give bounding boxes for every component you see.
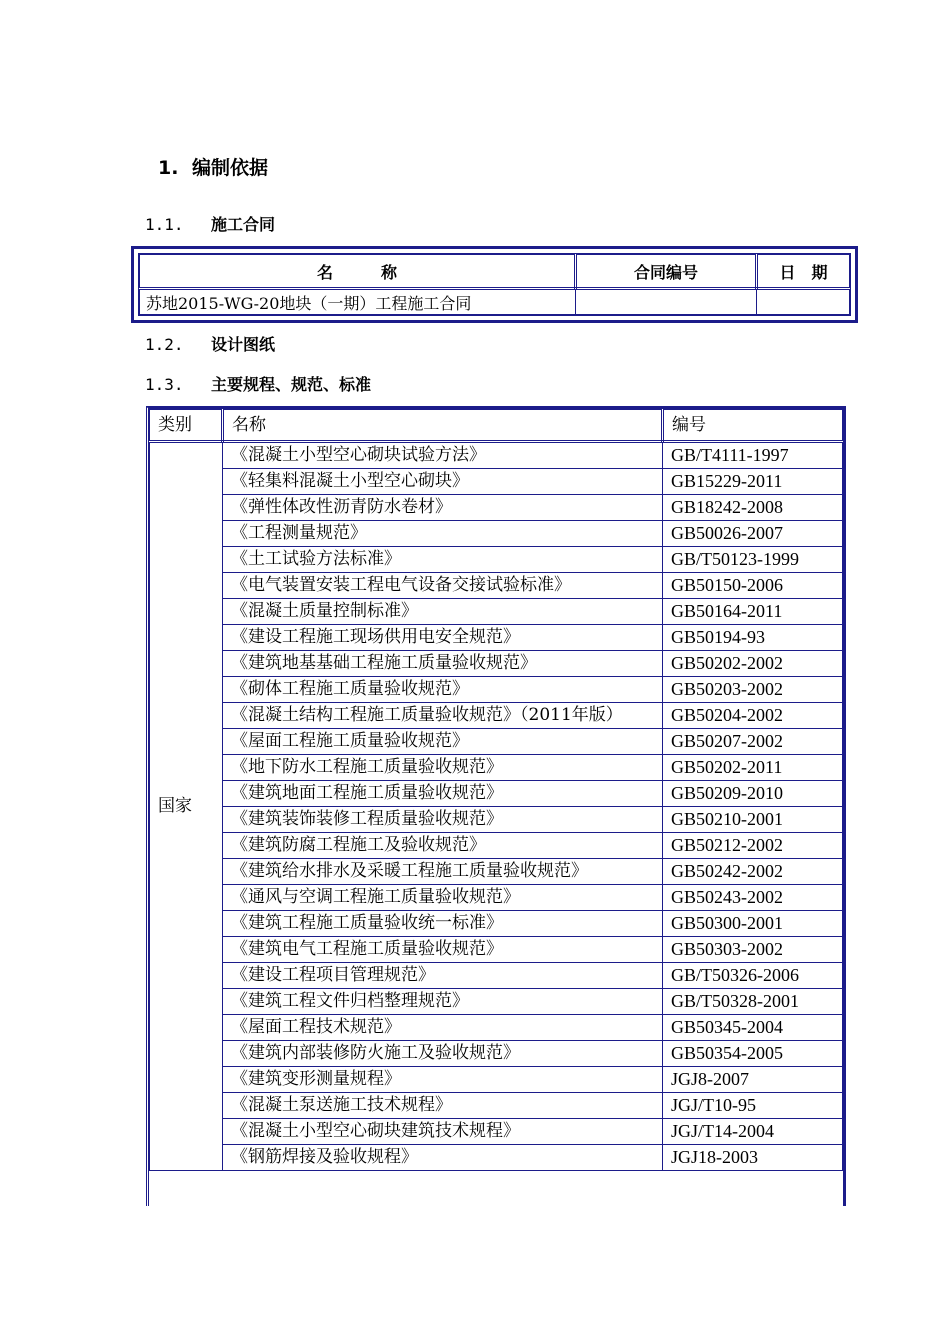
- standard-name-cell: 《工程测量规范》: [223, 521, 663, 547]
- section-number: 1.3.: [145, 375, 184, 394]
- standard-code-cell: GB15229-2011: [663, 469, 843, 495]
- table-row: [150, 703, 843, 729]
- table-row: [150, 442, 843, 469]
- section-title: 设计图纸: [211, 335, 276, 354]
- standard-name-cell: 《混凝土小型空心砌块试验方法》: [223, 442, 663, 469]
- table-row: [150, 547, 843, 573]
- standard-name-cell: 《建筑工程施工质量验收统一标准》: [223, 911, 663, 937]
- header-date: 日 期: [757, 255, 850, 289]
- table-header-row: [140, 255, 850, 289]
- table-row: [150, 1015, 843, 1041]
- standard-code-cell: JGJ/T10-95: [663, 1093, 843, 1119]
- standard-code-cell: GB50209-2010: [663, 781, 843, 807]
- table-row: [150, 625, 843, 651]
- standard-code-cell: GB50150-2006: [663, 573, 843, 599]
- table-row: [150, 729, 843, 755]
- standard-name-cell: 《混凝土结构工程施工质量验收规范》（2011年版）: [223, 703, 663, 729]
- standard-code-cell: GB50354-2005: [663, 1041, 843, 1067]
- standard-name-cell: 《混凝土质量控制标准》: [223, 599, 663, 625]
- header-name: 名 称: [140, 255, 576, 289]
- table-row: [150, 755, 843, 781]
- standard-code-cell: GB50204-2002: [663, 703, 843, 729]
- standard-name-cell: 《建筑内部装修防火施工及验收规范》: [223, 1041, 663, 1067]
- header-code: 编号: [663, 410, 843, 442]
- table-row: [150, 1067, 843, 1093]
- standard-name-cell: 《混凝土小型空心砌块建筑技术规程》: [223, 1119, 663, 1145]
- table-row: [150, 573, 843, 599]
- header-contract-no: 合同编号: [576, 255, 757, 289]
- standard-code-cell: GB50164-2011: [663, 599, 843, 625]
- section-title: 施工合同: [211, 215, 276, 234]
- standard-code-cell: GB50303-2002: [663, 937, 843, 963]
- section-number: 1.1.: [145, 215, 184, 234]
- standard-code-cell: GB50194-93: [663, 625, 843, 651]
- standard-name-cell: 《轻集料混凝土小型空心砌块》: [223, 469, 663, 495]
- standard-name-cell: 《土工试验方法标准》: [223, 547, 663, 573]
- standard-name-cell: 《通风与空调工程施工质量验收规范》: [223, 885, 663, 911]
- standard-name-cell: 《弹性体改性沥青防水卷材》: [223, 495, 663, 521]
- table-row: [150, 495, 843, 521]
- standard-name-cell: 《屋面工程施工质量验收规范》: [223, 729, 663, 755]
- standards-table: [146, 406, 846, 1206]
- table-row: [150, 911, 843, 937]
- standard-code-cell: GB50202-2002: [663, 651, 843, 677]
- section-heading-1-1: [145, 212, 275, 235]
- standard-code-cell: GB50202-2011: [663, 755, 843, 781]
- table-row: [140, 289, 850, 315]
- table-row: [150, 781, 843, 807]
- section-heading-1: [158, 153, 268, 180]
- table-row: [150, 885, 843, 911]
- standard-code-cell: GB50210-2001: [663, 807, 843, 833]
- standard-code-cell: GB/T50123-1999: [663, 547, 843, 573]
- standard-name-cell: 《建筑电气工程施工质量验收规范》: [223, 937, 663, 963]
- table-row: [150, 989, 843, 1015]
- standard-code-cell: GB50207-2002: [663, 729, 843, 755]
- standard-name-cell: 《建筑地基基础工程施工质量验收规范》: [223, 651, 663, 677]
- standard-name-cell: 《建筑地面工程施工质量验收规范》: [223, 781, 663, 807]
- contract-date-cell: [757, 289, 850, 315]
- standard-name-cell: 《建筑防腐工程施工及验收规范》: [223, 833, 663, 859]
- standard-name-cell: 《砌体工程施工质量验收规范》: [223, 677, 663, 703]
- standard-name-cell: 《电气装置安装工程电气设备交接试验标准》: [223, 573, 663, 599]
- standard-code-cell: GB50026-2007: [663, 521, 843, 547]
- section-number: 1.2.: [145, 335, 184, 354]
- table-row: [150, 651, 843, 677]
- table-row: [150, 1145, 843, 1171]
- table-row: [150, 937, 843, 963]
- standard-code-cell: GB18242-2008: [663, 495, 843, 521]
- standard-name-cell: 《屋面工程技术规范》: [223, 1015, 663, 1041]
- standard-code-cell: GB50212-2002: [663, 833, 843, 859]
- table-row: [150, 677, 843, 703]
- section-heading-1-3: [145, 372, 371, 395]
- standard-name-cell: 《地下防水工程施工质量验收规范》: [223, 755, 663, 781]
- standard-code-cell: GB/T50326-2006: [663, 963, 843, 989]
- table-row: [150, 1041, 843, 1067]
- standard-name-cell: 《建筑工程文件归档整理规范》: [223, 989, 663, 1015]
- section-title: 编制依据: [192, 157, 269, 179]
- standard-code-cell: GB/T50328-2001: [663, 989, 843, 1015]
- standard-code-cell: GB50243-2002: [663, 885, 843, 911]
- table-row: [150, 469, 843, 495]
- contract-no-cell: [576, 289, 757, 315]
- contract-table: [131, 246, 858, 323]
- standard-code-cell: GB/T4111-1997: [663, 442, 843, 469]
- table-row: [150, 599, 843, 625]
- standard-code-cell: GB50203-2002: [663, 677, 843, 703]
- table-row: [150, 963, 843, 989]
- standard-code-cell: GB50300-2001: [663, 911, 843, 937]
- header-category: 类别: [150, 410, 223, 442]
- standard-code-cell: GB50242-2002: [663, 859, 843, 885]
- standard-code-cell: JGJ/T14-2004: [663, 1119, 843, 1145]
- standard-name-cell: 《建筑变形测量规程》: [223, 1067, 663, 1093]
- table-row: [150, 859, 843, 885]
- category-cell: 国家: [150, 442, 223, 1171]
- section-title: 主要规程、规范、标准: [211, 375, 372, 394]
- standard-name-cell: 《建设工程项目管理规范》: [223, 963, 663, 989]
- section-heading-1-2: [145, 332, 275, 355]
- standard-code-cell: GB50345-2004: [663, 1015, 843, 1041]
- table-row: [150, 1119, 843, 1145]
- standard-name-cell: 《钢筋焊接及验收规程》: [223, 1145, 663, 1171]
- section-number: 1.: [158, 157, 179, 179]
- table-row: [150, 807, 843, 833]
- header-name: 名称: [223, 410, 663, 442]
- table-row: [150, 521, 843, 547]
- standard-name-cell: 《混凝土泵送施工技术规程》: [223, 1093, 663, 1119]
- standard-name-cell: 《建筑给水排水及采暖工程施工质量验收规范》: [223, 859, 663, 885]
- table-row: [150, 1093, 843, 1119]
- standard-name-cell: 《建筑装饰装修工程质量验收规范》: [223, 807, 663, 833]
- standard-name-cell: 《建设工程施工现场供用电安全规范》: [223, 625, 663, 651]
- contract-name-cell: 苏地2015-WG-20地块（一期）工程施工合同: [140, 289, 576, 315]
- table-row: [150, 833, 843, 859]
- standard-code-cell: JGJ8-2007: [663, 1067, 843, 1093]
- table-header-row: [150, 410, 843, 442]
- standard-code-cell: JGJ18-2003: [663, 1145, 843, 1171]
